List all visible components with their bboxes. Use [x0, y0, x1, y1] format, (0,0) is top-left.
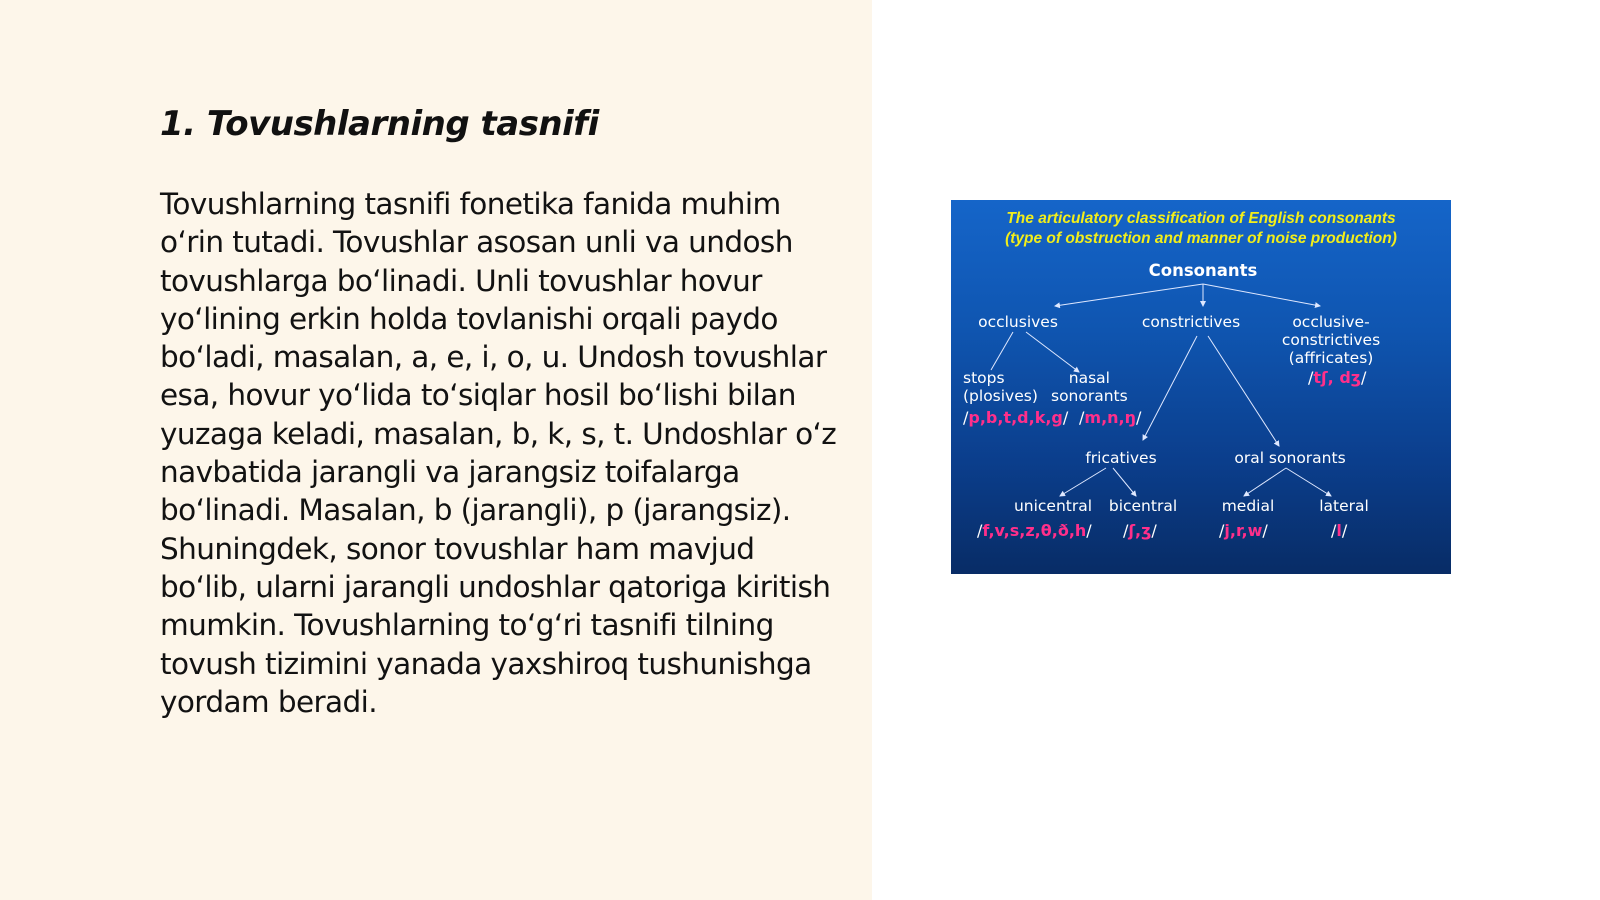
node-fricatives: fricatives: [1085, 449, 1157, 467]
diagram-title-line-2: (type of obstruction and manner of noise production): [1005, 230, 1397, 247]
node-lateral: lateral: [1319, 497, 1369, 515]
phonemes-stops: /p,b,t,d,k,g/: [963, 408, 1069, 427]
phonemes-bicentral: /ʃ,ʒ/: [1123, 521, 1157, 540]
node-bicentral: bicentral: [1108, 497, 1178, 515]
node-nasal-sonorants: nasal sonorants: [1051, 369, 1128, 405]
phonemes-affricates-value: tʃ, dʒ: [1313, 368, 1362, 387]
phonemes-lateral: /l/: [1331, 521, 1348, 540]
node-medial: medial: [1221, 497, 1275, 515]
phonemes-unicentral-value: f,v,s,z,θ,ð,h: [982, 521, 1087, 540]
phonemes-lateral-value: l: [1336, 521, 1342, 540]
node-unicentral: unicentral: [1013, 497, 1093, 515]
slide-title: 1. Tovushlarning tasnifi: [160, 104, 599, 144]
node-occlusive-constrictives: occlusive- constrictives (affricates): [1281, 313, 1381, 367]
phonemes-nasal-value: m,n,ŋ: [1084, 408, 1136, 427]
slide-body-text: Tovushlarning tasnifi fonetika fanida muhim o‘rin tutadi. Tovushlar asosan unli va undosh tovushlarga bo‘linadi. Unli tovushlar hovur yo‘lining erkin holda tovlanishi orqali paydo bo‘ladi, masalan, a, e, i, o, u. Undosh tovushlar esa, hovur yo‘lida to‘siqlar hosil bo‘lishi bilan yuzaga keladi, masalan, b, k, s, t. Undoshlar o‘z navbatida jarangli va jarangsiz toifalarga bo‘linadi. Masalan, b (jarangli), p (jarangsiz). Shuningdek, sonor tovushlar ham mavjud bo‘lib, ularni jarangli undoshlar qatoriga kiritish mumkin. Tovushlarning to‘g‘ri tasnifi tilning tovush tizimini yanada yaxshiroq tushunishga yordam beradi.: [160, 187, 837, 719]
node-constrictives: constrictives: [1141, 313, 1241, 331]
phonemes-medial-value: j,r,w: [1224, 521, 1263, 540]
node-oral-sonorants: oral sonorants: [1234, 449, 1346, 467]
phonemes-medial: /j,r,w/: [1219, 521, 1268, 540]
phonemes-stops-value: p,b,t,d,k,g: [968, 408, 1063, 427]
consonant-classification-diagram: [951, 200, 1451, 574]
diagram-title-line-1: The articulatory classification of English consonants: [1006, 210, 1396, 227]
node-stops: stops (plosives): [963, 369, 1038, 405]
node-occlusives: occlusives: [978, 313, 1058, 331]
phonemes-affricates: /tʃ, dʒ/: [1308, 368, 1367, 387]
phonemes-unicentral: /f,v,s,z,θ,ð,h/: [977, 521, 1092, 540]
phonemes-nasal: /m,n,ŋ/: [1079, 408, 1142, 427]
phonemes-bicentral-value: ʃ,ʒ: [1128, 521, 1152, 540]
node-consonants: Consonants: [1148, 261, 1258, 280]
